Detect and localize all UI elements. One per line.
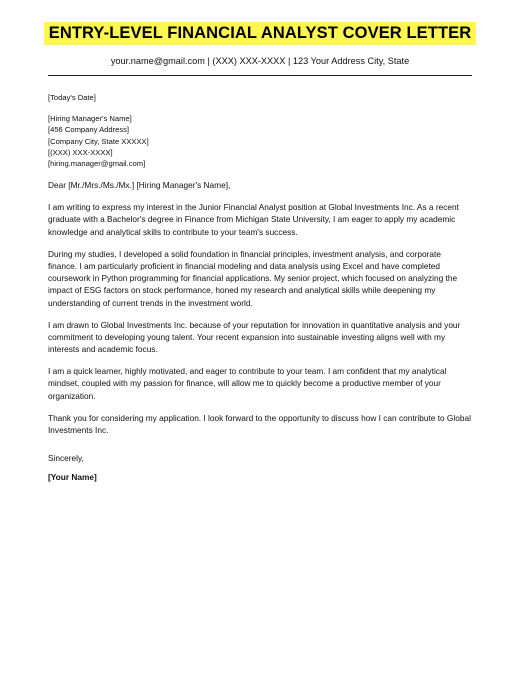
recipient-address bbox=[48, 113, 472, 169]
header-divider bbox=[48, 75, 472, 76]
paragraph-skills: During my studies, I developed a solid foundation in financial principles, investment analysis, and corporate finance. I am particularly proficient in financial modeling and data analysis using Excel and have completed coursework in Python programming for financial applications. My senior project, which focused on analyzing the impact of ESG factors on stock performance, honed my research and analytical skills while deepening my understanding of current trends in the investment world. bbox=[48, 248, 458, 308]
signature-name: [Your Name] bbox=[48, 471, 97, 482]
recipient-phone: [(XXX) XXX-XXXX] bbox=[48, 147, 113, 157]
paragraph-company: I am drawn to Global Investments Inc. because of your reputation for innovation in quantitative analysis and your commitment to developing young talent. Your recent expansion into sustainable investing aligns well with my interests and academic focus. bbox=[48, 319, 461, 355]
contact-line: your.name@gmail.com | (XXX) XXX-XXXX | 123 Your Address City, State bbox=[110, 56, 410, 66]
paragraph-intro: I am writing to express my interest in the Junior Financial Analyst position at Global Investments Inc. As a recent graduate with a Bachelor's degree in Finance from Michigan State University, I am eager to apply my academic knowledge and analytical skills to contribute to your team's success. bbox=[48, 202, 459, 237]
letter-date: [Today's Date] bbox=[48, 93, 96, 102]
document-title: ENTRY-LEVEL FINANCIAL ANALYST COVER LETTER bbox=[44, 22, 477, 45]
salutation: Dear [Mr./Mrs./Ms./Mx.] [Hiring Manager's Name], bbox=[48, 180, 231, 191]
title-wrapper bbox=[0, 22, 520, 45]
closing: Sincerely, bbox=[48, 453, 84, 464]
paragraph-motivation: I am a quick learner, highly motivated, and eager to contribute to your team. I am confident that my analytical mindset, coupled with my passion for finance, will allow me to quickly become a productive member of your organization. bbox=[48, 366, 447, 401]
recipient-street: [456 Company Address] bbox=[48, 125, 130, 135]
recipient-email: [hiring.manager@gmail.com] bbox=[48, 159, 146, 169]
recipient-city: [Company City, State XXXXX] bbox=[48, 136, 149, 146]
recipient-name: [Hiring Manager's Name] bbox=[48, 114, 132, 124]
paragraph-thanks: Thank you for considering my application. I look forward to the opportunity to discuss how I can contribute to Global Investments Inc. bbox=[48, 412, 471, 435]
letter-body bbox=[48, 92, 472, 492]
